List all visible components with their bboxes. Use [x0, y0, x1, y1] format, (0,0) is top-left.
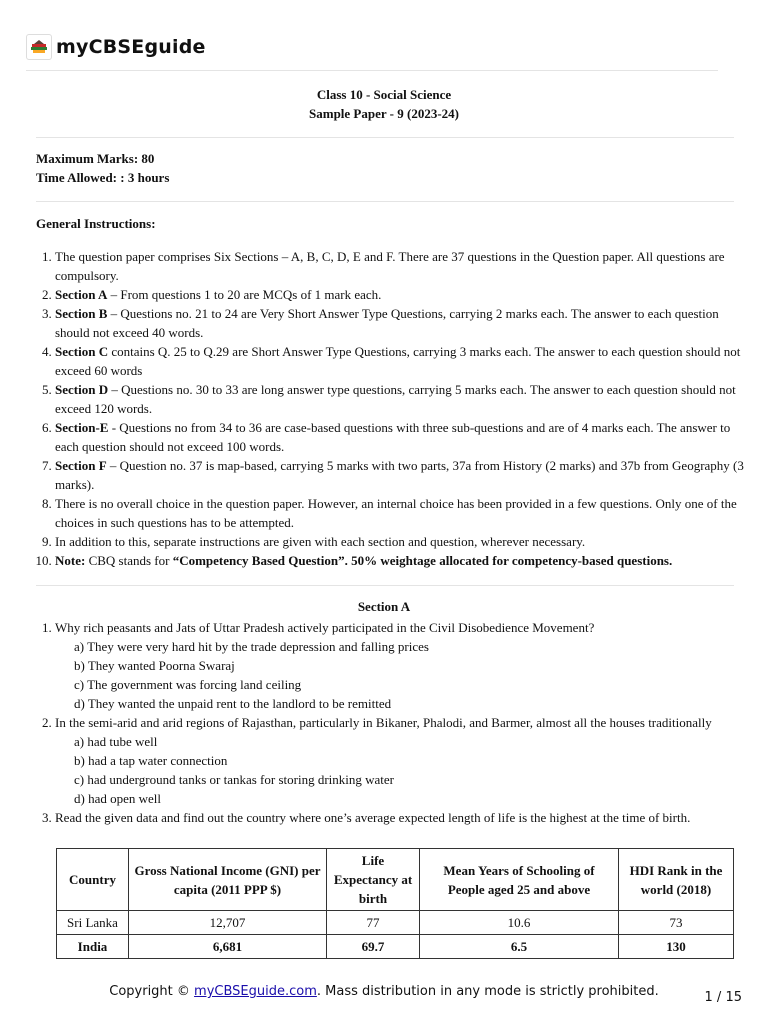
table-cell: 6.5	[420, 935, 619, 959]
instructions-divider	[36, 585, 734, 586]
option: d) They wanted the unpaid rent to the landlord to be remitted	[74, 696, 392, 711]
table-cell: 6,681	[129, 935, 327, 959]
option: a) had tube well	[74, 734, 158, 749]
table-cell: Sri Lanka	[57, 911, 129, 935]
table-cell: 69.7	[327, 935, 420, 959]
option: a) They were very hard hit by the trade depression and falling prices	[74, 639, 429, 654]
table-row	[57, 911, 734, 935]
instruction-item: 1. The question paper comprises Six Sections – A, B, C, D, E and F. There are 37 questions in the Question paper. All questions are compulsory.	[55, 247, 755, 285]
instructions-heading: General Instructions:	[36, 216, 156, 231]
instruction-item: 3. Section B – Questions no. 21 to 24 are Very Short Answer Type Questions, carrying 2 marks each. The answer to each question should not exceed 40 words.	[55, 304, 755, 342]
table-cell: 73	[619, 911, 734, 935]
section-a-questions	[36, 618, 755, 827]
option: c) had underground tanks or tankas for storing drinking water	[74, 772, 394, 787]
table-header: Life Expectancy at birth	[327, 849, 420, 911]
hdi-data-table	[56, 848, 734, 959]
question-item: 2. In the semi-arid and arid regions of Rajasthan, particularly in Bikaner, Phalodi, and Barmer, almost all the houses traditionally a) had tube well b) had a tap water connection c) had underground tanks or tankas for storing drinking water d) had open well	[55, 713, 755, 808]
instruction-item: 2. Section A – From questions 1 to 20 are MCQs of 1 mark each.	[55, 285, 755, 304]
instructions-list	[36, 247, 755, 570]
brand-name: myCBSEguide	[56, 36, 206, 58]
paper-class-title: Class 10 - Social Science	[316, 87, 452, 102]
table-header: Mean Years of Schooling of People aged 25 and above	[420, 849, 619, 911]
table-header: HDI Rank in the world (2018)	[619, 849, 734, 911]
table-cell: India	[57, 935, 129, 959]
header-divider	[26, 70, 718, 71]
table-header-row	[57, 849, 734, 911]
option: b) had a tap water connection	[74, 753, 228, 768]
question-item: 1. Why rich peasants and Jats of Uttar Pradesh actively participated in the Civil Disobedience Movement? a) They were very hard hit by the trade depression and falling prices b) They wanted Poorna Swaraj c) The government was forcing land ceiling d) They wanted the unpaid rent to the landlord to be remitted	[55, 618, 755, 713]
option: b) They wanted Poorna Swaraj	[74, 658, 235, 673]
maximum-marks: Maximum Marks: 80	[36, 151, 155, 166]
instruction-note: 10. Note: CBQ stands for “Competency Based Question”. 50% weightage allocated for competency-based questions.	[55, 551, 755, 570]
site-link[interactable]: myCBSEguide.com	[194, 984, 317, 999]
instruction-item: 5. Section D – Questions no. 30 to 33 are long answer type questions, carrying 5 marks each. The answer to each question should not exceed 120 words.	[55, 380, 755, 418]
instruction-item: 6. Section-E - Questions no from 34 to 36 are case-based questions with three sub-questions and are of 4 marks each. The answer to each question should not exceed 100 words.	[55, 418, 755, 456]
page-number: 1 / 15	[704, 990, 742, 1005]
site-header	[26, 30, 206, 64]
instruction-item: 9. In addition to this, separate instructions are given with each section and question, wherever necessary.	[55, 532, 755, 551]
table-row	[57, 935, 734, 959]
table-cell: 12,707	[129, 911, 327, 935]
logo-icon	[26, 34, 52, 60]
option: c) The government was forcing land ceiling	[74, 677, 302, 692]
table-header: Country	[57, 849, 129, 911]
instruction-item: 7. Section F – Question no. 37 is map-based, carrying 5 marks with two parts, 37a from History (2 marks) and 37b from Geography (3 marks).	[55, 456, 755, 494]
instruction-item: 8. There is no overall choice in the question paper. However, an internal choice has been provided in a few questions. Only one of the choices in such questions has to be attempted.	[55, 494, 755, 532]
table-cell: 77	[327, 911, 420, 935]
copyright-footer: Copyright © myCBSEguide.com. Mass distribution in any mode is strictly prohibited.	[109, 984, 659, 999]
option: d) had open well	[74, 791, 162, 806]
table-header: Gross National Income (GNI) per capita (2011 PPP $)	[129, 849, 327, 911]
table-cell: 10.6	[420, 911, 619, 935]
question-item: 3. Read the given data and find out the country where one’s average expected length of life is the highest at the time of birth.	[55, 808, 755, 827]
meta-divider	[36, 201, 734, 202]
title-divider	[36, 137, 734, 138]
table-cell: 130	[619, 935, 734, 959]
section-a-heading: Section A	[357, 599, 411, 614]
instruction-item: 4. Section C contains Q. 25 to Q.29 are Short Answer Type Questions, carrying 3 marks each. The answer to each question should not exceed 60 words	[55, 342, 755, 380]
paper-sample-title: Sample Paper - 9 (2023-24)	[309, 106, 459, 121]
time-allowed: Time Allowed: : 3 hours	[36, 170, 170, 185]
